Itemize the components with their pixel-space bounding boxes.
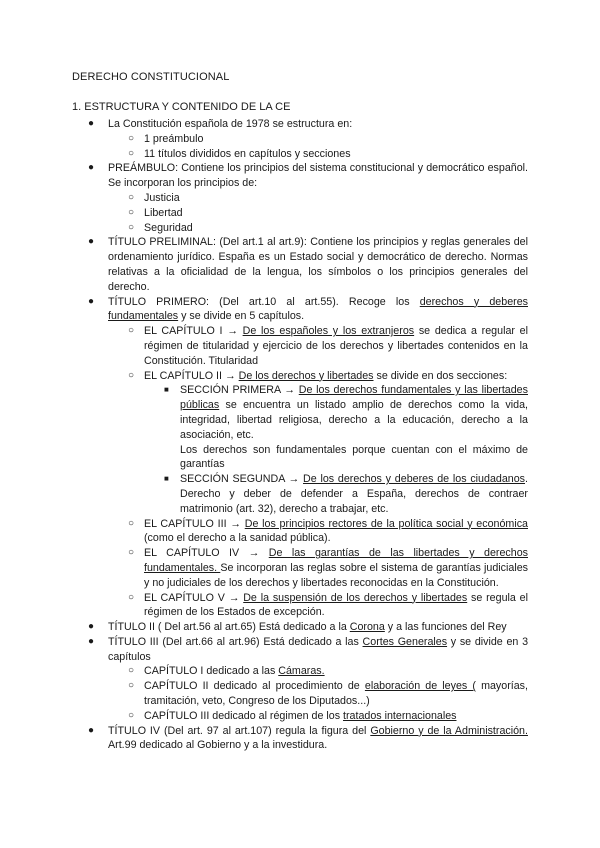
circle-bullet-icon: ○ bbox=[128, 547, 135, 559]
circle-bullet-icon: ○ bbox=[128, 191, 135, 203]
bullet-icon: ● bbox=[88, 236, 95, 248]
circle-bullet-icon: ○ bbox=[128, 680, 135, 692]
bullet-icon: ● bbox=[88, 621, 95, 633]
list-item-titulo-3: ● TÍTULO III (Del art.66 al art.96) Está dedicado a las Cortes Generales y se divide en 3 capítulos bbox=[88, 635, 529, 663]
circle-bullet-icon: ○ bbox=[128, 709, 135, 721]
circle-bullet-icon: ○ bbox=[128, 517, 135, 529]
list-item-capitulo-1: ○ EL CAPÍTULO I → De los españoles y los extranjeros se dedica a regular el régimen de titularidad y ejercicio de los derechos y libertades contenidos en la Constitución. Titularidad bbox=[128, 325, 528, 367]
circle-bullet-icon: ○ bbox=[128, 221, 135, 233]
circle-bullet-icon: ○ bbox=[128, 325, 135, 337]
circle-bullet-icon: ○ bbox=[128, 369, 135, 381]
circle-bullet-icon: ○ bbox=[128, 665, 135, 677]
square-bullet-icon: ■ bbox=[164, 474, 169, 484]
list-item-titulo-preliminar: ● TÍTULO PRELIMINAL: (Del art.1 al art.9): Contiene los principios y reglas generales del ordenamiento jurídico. España es un Estado social y democrático de derecho. Normas relativas a la oficialidad de la lengua, los símbolos o los principios generales del derecho. bbox=[88, 236, 528, 293]
square-bullet-icon: ■ bbox=[164, 385, 169, 395]
list-item-titulo-2: ● TÍTULO II ( Del art.56 al art.65) Está dedicado a la Corona y a las funciones del Rey bbox=[88, 621, 507, 634]
list-item-capitulo-5: ○ EL CAPÍTULO V → De la suspensión de los derechos y libertades se regula el régimen de los Estados de excepción. bbox=[128, 591, 528, 619]
list-item-t3-capitulo-3: ○ CAPÍTULO III dedicado al régimen de los tratados internacionales bbox=[128, 709, 457, 722]
circle-bullet-icon: ○ bbox=[128, 206, 135, 218]
document-content bbox=[72, 117, 528, 753]
list-item-justicia: ○ Justicia bbox=[128, 191, 180, 204]
bullet-icon: ● bbox=[88, 635, 95, 647]
list-item-estructura: ● La Constitución española de 1978 se estructura en: bbox=[88, 118, 353, 130]
bullet-icon: ● bbox=[88, 724, 95, 736]
list-item-preambulo-count: ○ 1 preámbulo bbox=[128, 132, 204, 145]
list-item-t3-capitulo-1: ○ CAPÍTULO I dedicado a las Cámaras. bbox=[128, 665, 325, 678]
bullet-icon: ● bbox=[88, 118, 95, 129]
list-item-seccion-segunda: ■ SECCIÓN SEGUNDA → De los derechos y deberes de los ciudadanos. Derecho y deber de defender a España, derechos de contraer matrimonio (art. 32), derecho a trabajar, etc. bbox=[164, 473, 528, 515]
seccion-primera-note: Los derechos son fundamentales porque cuentan con el máximo de garantías bbox=[180, 443, 528, 471]
circle-bullet-icon: ○ bbox=[128, 591, 135, 603]
list-item-seguridad: ○ Seguridad bbox=[128, 221, 193, 234]
list-item-capitulo-2: ○ EL CAPÍTULO II → De los derechos y libertades se divide en dos secciones: bbox=[128, 369, 508, 382]
list-item-titulos-count: ○ 11 títulos divididos en capítulos y secciones bbox=[128, 147, 351, 160]
list-item-titulo-primero: ● TÍTULO PRIMERO: (Del art.10 al art.55). Recoge los derechos y deberes fundamentales y se divide en 5 capítulos. bbox=[88, 295, 528, 323]
list-item-capitulo-3: ○ EL CAPÍTULO III → De los principios rectores de la política social y económica (como el derecho a la sanidad pública). bbox=[128, 517, 528, 545]
document-title: DERECHO CONSTITUCIONAL bbox=[72, 71, 230, 83]
list-item-seccion-primera: ■ SECCIÓN PRIMERA → De los derechos fundamentales y las libertades públicas se encuentra un listado amplio de derechos como la vida, integridad, libertad religiosa, derecho a la educación, derecho a la asociación, etc. bbox=[164, 384, 528, 441]
list-item-libertad: ○ Libertad bbox=[128, 206, 183, 219]
circle-bullet-icon: ○ bbox=[128, 147, 135, 159]
bullet-icon: ● bbox=[88, 295, 95, 307]
circle-bullet-icon: ○ bbox=[128, 132, 135, 144]
list-item-titulo-4: ● TÍTULO IV (Del art. 97 al art.107) regula la figura del Gobierno y de la Administración. Art.99 dedicado al Gobierno y a la investidura. bbox=[88, 724, 528, 752]
list-item-t3-capitulo-2: ○ CAPÍTULO II dedicado al procedimiento de elaboración de leyes ( mayorías, tramitación, veto, Congreso de los Diputados...) bbox=[128, 680, 528, 708]
list-item-capitulo-4: ○ EL CAPÍTULO IV → De las garantías de las libertades y derechos fundamentales. Se incorporan las reglas sobre el sistema de garantías judiciales y no judiciales de los derechos y libertades reconocidas en la Constitución. bbox=[128, 547, 528, 589]
section-heading: 1. ESTRUCTURA Y CONTENIDO DE LA CE bbox=[72, 101, 291, 113]
list-item-preambulo: ● PREÁMBULO: Contiene los principios del sistema constitucional y democrático español. Se incorporan los principios de: bbox=[88, 162, 528, 190]
bullet-icon: ● bbox=[88, 162, 95, 174]
